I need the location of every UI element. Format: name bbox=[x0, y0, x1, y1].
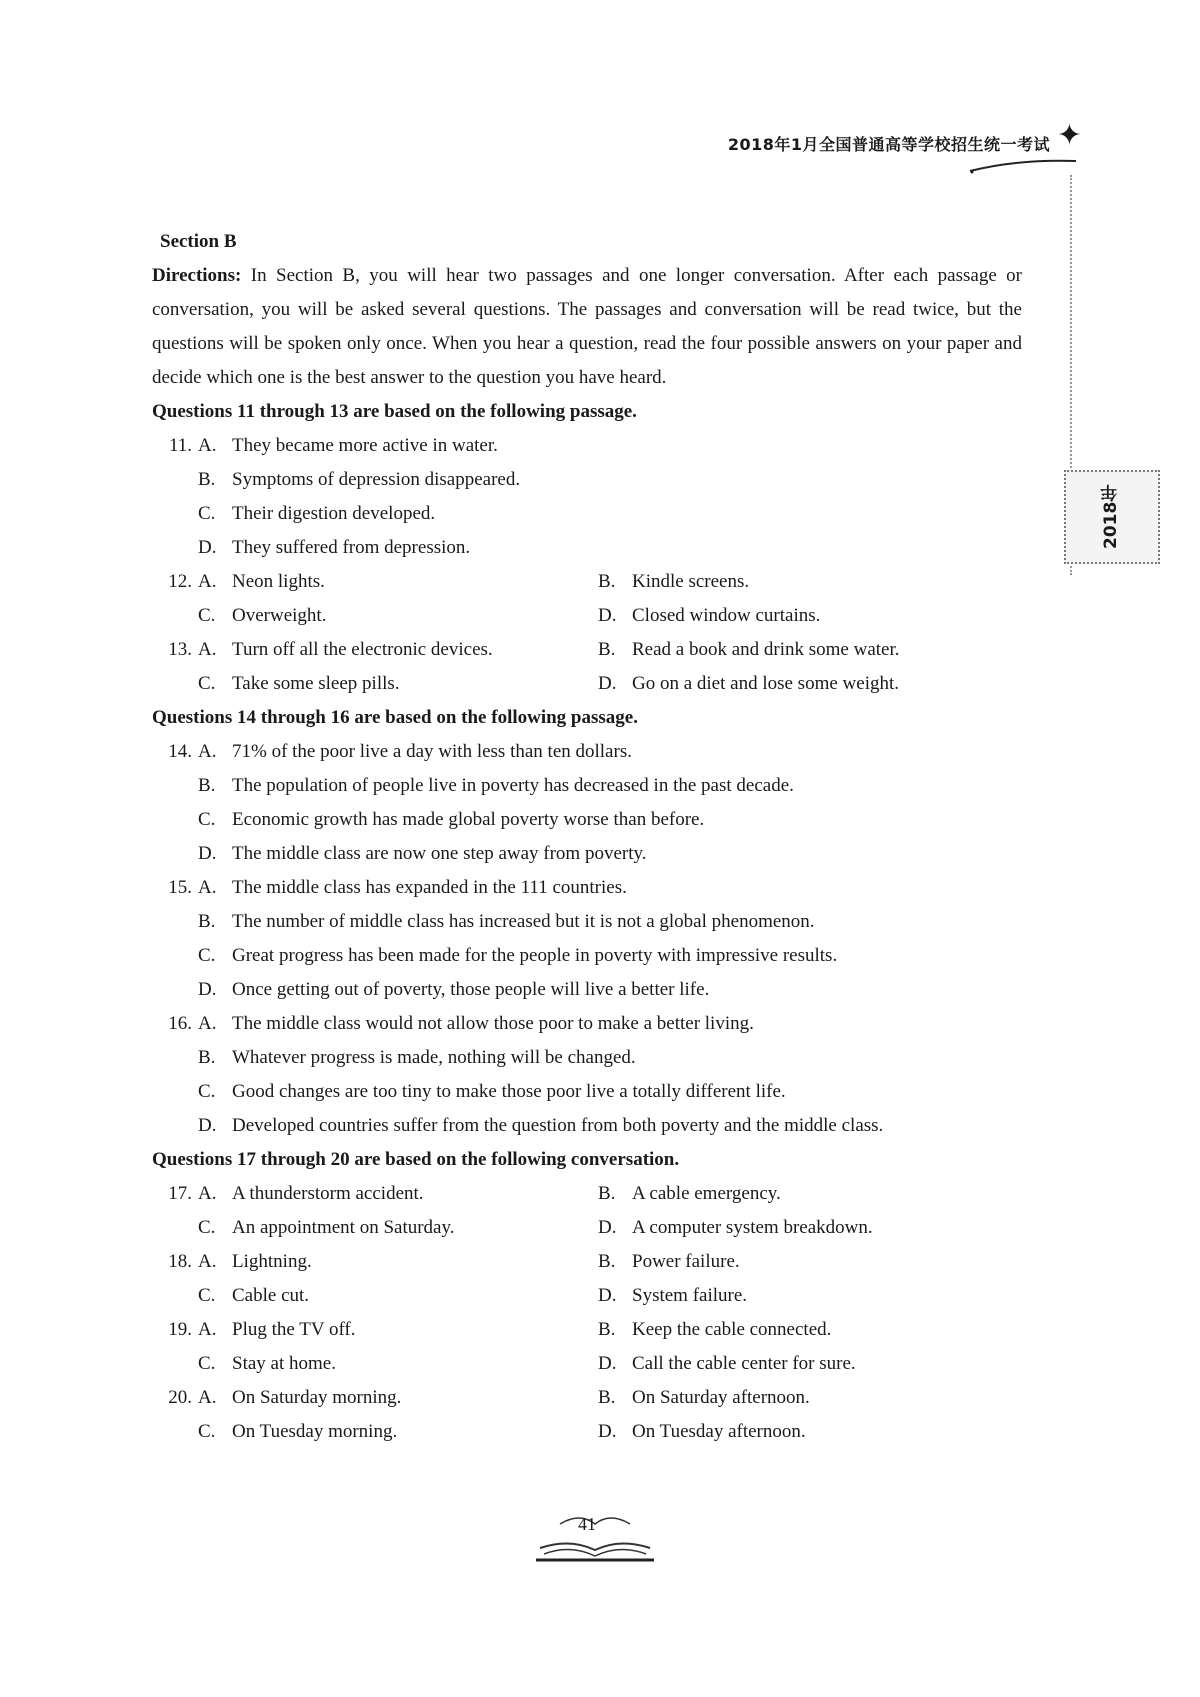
option-text: Developed countries suffer from the question from both poverty and the middle class. bbox=[232, 1115, 884, 1136]
option-letter: D. bbox=[198, 843, 217, 864]
option-letter: A. bbox=[198, 741, 217, 762]
option-text: On Tuesday morning. bbox=[232, 1421, 398, 1442]
question-row bbox=[152, 599, 1022, 633]
option-text: Their digestion developed. bbox=[232, 503, 436, 524]
option-text: Call the cable center for sure. bbox=[632, 1353, 856, 1374]
answer-option bbox=[598, 599, 820, 633]
directions-text: In Section B, you will hear two passages and one longer conversation. After each passage or conversation, you will be asked several questions. The passages and conversation will be read twice, but the questions will be spoken only once. When you hear a question, read the four possible answers on your paper and decide which one is the best answer to the question you have heard. bbox=[152, 265, 1022, 388]
option-letter: D. bbox=[198, 537, 217, 558]
option-text: Overweight. bbox=[232, 605, 327, 626]
answer-option bbox=[198, 803, 704, 837]
question-indent bbox=[152, 1109, 198, 1143]
option-text: The number of middle class has increased but it is not a global phenomenon. bbox=[232, 911, 815, 932]
option-letter: B. bbox=[598, 1183, 616, 1204]
question-row bbox=[152, 1109, 1022, 1143]
answer-option bbox=[598, 565, 749, 599]
option-letter: D. bbox=[598, 1217, 617, 1238]
question-row bbox=[152, 1007, 1022, 1041]
option-letter: B. bbox=[598, 571, 616, 592]
question-number: 19. bbox=[168, 1319, 192, 1340]
option-letter: C. bbox=[198, 1217, 216, 1238]
option-text: A computer system breakdown. bbox=[632, 1217, 873, 1238]
answer-option bbox=[198, 1109, 883, 1143]
question-indent bbox=[152, 1211, 198, 1245]
option-letter: D. bbox=[198, 1115, 217, 1136]
answer-option bbox=[198, 565, 598, 599]
answer-option bbox=[198, 973, 709, 1007]
question-indent bbox=[152, 531, 198, 565]
option-letter: D. bbox=[598, 1285, 617, 1306]
question-indent bbox=[152, 769, 198, 803]
question-row bbox=[152, 837, 1022, 871]
question-row bbox=[152, 769, 1022, 803]
option-text: Take some sleep pills. bbox=[232, 673, 400, 694]
question-row bbox=[152, 1041, 1022, 1075]
answer-option bbox=[198, 1211, 598, 1245]
option-text: On Saturday morning. bbox=[232, 1387, 402, 1408]
option-letter: C. bbox=[198, 503, 216, 524]
option-text: The population of people live in poverty has decreased in the past decade. bbox=[232, 775, 794, 796]
option-letter: B. bbox=[198, 911, 216, 932]
question-row bbox=[152, 1347, 1022, 1381]
page-footer bbox=[530, 1510, 660, 1570]
option-letter: A. bbox=[198, 1013, 217, 1034]
option-text: Closed window curtains. bbox=[632, 605, 821, 626]
question-indent bbox=[152, 939, 198, 973]
question-row bbox=[152, 1381, 1022, 1415]
option-letter: C. bbox=[198, 809, 216, 830]
question-number: 11. bbox=[168, 435, 192, 456]
option-text: System failure. bbox=[632, 1285, 748, 1306]
group-heading: Questions 11 through 13 are based on the following passage. bbox=[152, 401, 637, 422]
option-letter: D. bbox=[598, 673, 617, 694]
question-indent bbox=[152, 1075, 198, 1109]
question-number: 16. bbox=[168, 1013, 192, 1034]
option-text: 71% of the poor live a day with less than ten dollars. bbox=[232, 741, 632, 762]
option-text: The middle class would not allow those poor to make a better living. bbox=[232, 1013, 754, 1034]
question-row bbox=[152, 803, 1022, 837]
answer-option bbox=[598, 633, 900, 667]
option-letter: A. bbox=[198, 639, 217, 660]
option-letter: A. bbox=[198, 1183, 217, 1204]
option-letter: B. bbox=[198, 1047, 216, 1068]
question-row bbox=[152, 497, 1022, 531]
page-number: 41 bbox=[578, 1514, 596, 1534]
question-number: 12. bbox=[168, 571, 192, 592]
question-indent bbox=[152, 1415, 198, 1449]
option-letter: B. bbox=[198, 775, 216, 796]
star-icon: ✦ bbox=[1056, 118, 1082, 153]
question-indent bbox=[152, 497, 198, 531]
option-letter: D. bbox=[598, 1353, 617, 1374]
option-letter: A. bbox=[198, 1251, 217, 1272]
answer-option bbox=[598, 667, 899, 701]
option-text: Lightning. bbox=[232, 1251, 312, 1272]
option-letter: C. bbox=[198, 1081, 216, 1102]
option-text: Read a book and drink some water. bbox=[632, 639, 900, 660]
answer-option bbox=[598, 1313, 831, 1347]
question-number: 20. bbox=[168, 1387, 192, 1408]
option-text: Stay at home. bbox=[232, 1353, 336, 1374]
option-text: On Saturday afternoon. bbox=[632, 1387, 810, 1408]
answer-option bbox=[198, 1245, 598, 1279]
option-letter: C. bbox=[198, 1285, 216, 1306]
option-text: A thunderstorm accident. bbox=[232, 1183, 424, 1204]
option-text: The middle class are now one step away from poverty. bbox=[232, 843, 647, 864]
option-letter: A. bbox=[198, 1387, 217, 1408]
option-text: Keep the cable connected. bbox=[632, 1319, 832, 1340]
option-letter: D. bbox=[598, 1421, 617, 1442]
option-text: Plug the TV off. bbox=[232, 1319, 356, 1340]
group-heading: Questions 14 through 16 are based on the following passage. bbox=[152, 707, 638, 728]
question-row bbox=[152, 531, 1022, 565]
question-indent bbox=[152, 837, 198, 871]
exam-content bbox=[152, 225, 1022, 1449]
answer-option bbox=[198, 1177, 598, 1211]
answer-option bbox=[198, 1075, 786, 1109]
question-row bbox=[152, 871, 1022, 905]
option-text: An appointment on Saturday. bbox=[232, 1217, 455, 1238]
answer-option bbox=[198, 429, 498, 463]
option-text: A cable emergency. bbox=[632, 1183, 781, 1204]
answer-option bbox=[198, 769, 794, 803]
year-side-tab bbox=[1064, 470, 1160, 564]
question-row bbox=[152, 939, 1022, 973]
question-indent bbox=[152, 1041, 198, 1075]
option-letter: C. bbox=[198, 1421, 216, 1442]
answer-option bbox=[198, 633, 598, 667]
option-letter: C. bbox=[198, 945, 216, 966]
swoosh-decoration bbox=[968, 155, 1078, 175]
question-number: 14. bbox=[168, 741, 192, 762]
option-letter: C. bbox=[198, 605, 216, 626]
question-indent bbox=[152, 599, 198, 633]
option-text: Whatever progress is made, nothing will be changed. bbox=[232, 1047, 636, 1068]
answer-option bbox=[198, 599, 598, 633]
option-text: Power failure. bbox=[632, 1251, 740, 1272]
option-text: Go on a diet and lose some weight. bbox=[632, 673, 900, 694]
question-indent bbox=[152, 803, 198, 837]
answer-option bbox=[198, 1347, 598, 1381]
question-indent bbox=[152, 1347, 198, 1381]
question-indent bbox=[152, 1279, 198, 1313]
answer-option bbox=[598, 1279, 747, 1313]
option-letter: D. bbox=[598, 605, 617, 626]
option-text: They became more active in water. bbox=[232, 435, 498, 456]
question-indent bbox=[152, 905, 198, 939]
answer-option bbox=[198, 497, 435, 531]
answer-option bbox=[598, 1381, 810, 1415]
answer-option bbox=[198, 1415, 598, 1449]
option-letter: A. bbox=[198, 571, 217, 592]
option-text: Once getting out of poverty, those people will live a better life. bbox=[232, 979, 710, 1000]
answer-option bbox=[198, 463, 520, 497]
question-row bbox=[152, 1415, 1022, 1449]
directions bbox=[152, 259, 1022, 395]
option-text: They suffered from depression. bbox=[232, 537, 471, 558]
option-text: Good changes are too tiny to make those poor live a totally different life. bbox=[232, 1081, 786, 1102]
question-number: 17. bbox=[168, 1183, 192, 1204]
option-text: The middle class has expanded in the 111 countries. bbox=[232, 877, 627, 898]
question-row bbox=[152, 735, 1022, 769]
question-row bbox=[152, 667, 1022, 701]
question-row bbox=[152, 1279, 1022, 1313]
answer-option bbox=[598, 1347, 856, 1381]
question-row bbox=[152, 429, 1022, 463]
question-indent bbox=[152, 463, 198, 497]
option-text: Cable cut. bbox=[232, 1285, 310, 1306]
question-row bbox=[152, 1313, 1022, 1347]
answer-option bbox=[198, 1007, 754, 1041]
question-row bbox=[152, 905, 1022, 939]
question-row bbox=[152, 1177, 1022, 1211]
group-heading: Questions 17 through 20 are based on the following conversation. bbox=[152, 1149, 680, 1170]
answer-option bbox=[198, 1279, 598, 1313]
option-letter: A. bbox=[198, 1319, 217, 1340]
answer-option bbox=[598, 1245, 740, 1279]
option-letter: C. bbox=[198, 673, 216, 694]
question-groups bbox=[152, 395, 1022, 1449]
option-letter: A. bbox=[198, 435, 217, 456]
question-row bbox=[152, 1075, 1022, 1109]
answer-option bbox=[198, 1381, 598, 1415]
question-row bbox=[152, 565, 1022, 599]
question-indent bbox=[152, 973, 198, 1007]
question-row bbox=[152, 633, 1022, 667]
question-row bbox=[152, 1245, 1022, 1279]
option-text: Symptoms of depression disappeared. bbox=[232, 469, 521, 490]
question-number: 18. bbox=[168, 1251, 192, 1272]
question-row bbox=[152, 1211, 1022, 1245]
directions-label: Directions: bbox=[152, 265, 242, 286]
option-letter: D. bbox=[198, 979, 217, 1000]
answer-option bbox=[198, 871, 627, 905]
question-indent bbox=[152, 667, 198, 701]
page-header: 2018年1月全国普通高等学校招生统一考试 bbox=[727, 135, 1050, 154]
option-letter: B. bbox=[598, 639, 616, 660]
option-text: Neon lights. bbox=[232, 571, 325, 592]
answer-option bbox=[198, 735, 632, 769]
option-text: Turn off all the electronic devices. bbox=[232, 639, 493, 660]
question-row bbox=[152, 463, 1022, 497]
option-letter: A. bbox=[198, 877, 217, 898]
section-title: Section B bbox=[160, 231, 237, 252]
answer-option bbox=[198, 667, 598, 701]
option-text: On Tuesday afternoon. bbox=[632, 1421, 806, 1442]
answer-option bbox=[198, 1313, 598, 1347]
option-text: Kindle screens. bbox=[632, 571, 750, 592]
option-letter: C. bbox=[198, 1353, 216, 1374]
option-letter: B. bbox=[598, 1319, 616, 1340]
option-text: Great progress has been made for the people in poverty with impressive results. bbox=[232, 945, 838, 966]
answer-option bbox=[198, 837, 647, 871]
year-side-tab-label: 2018年 bbox=[1101, 484, 1121, 550]
answer-option bbox=[198, 531, 470, 565]
answer-option bbox=[198, 905, 815, 939]
question-number: 15. bbox=[168, 877, 192, 898]
option-letter: B. bbox=[598, 1251, 616, 1272]
question-row bbox=[152, 973, 1022, 1007]
option-letter: B. bbox=[198, 469, 216, 490]
answer-option bbox=[198, 939, 837, 973]
answer-option bbox=[198, 1041, 636, 1075]
question-number: 13. bbox=[168, 639, 192, 660]
answer-option bbox=[598, 1211, 873, 1245]
option-text: Economic growth has made global poverty worse than before. bbox=[232, 809, 705, 830]
answer-option bbox=[598, 1177, 781, 1211]
answer-option bbox=[598, 1415, 806, 1449]
option-letter: B. bbox=[598, 1387, 616, 1408]
